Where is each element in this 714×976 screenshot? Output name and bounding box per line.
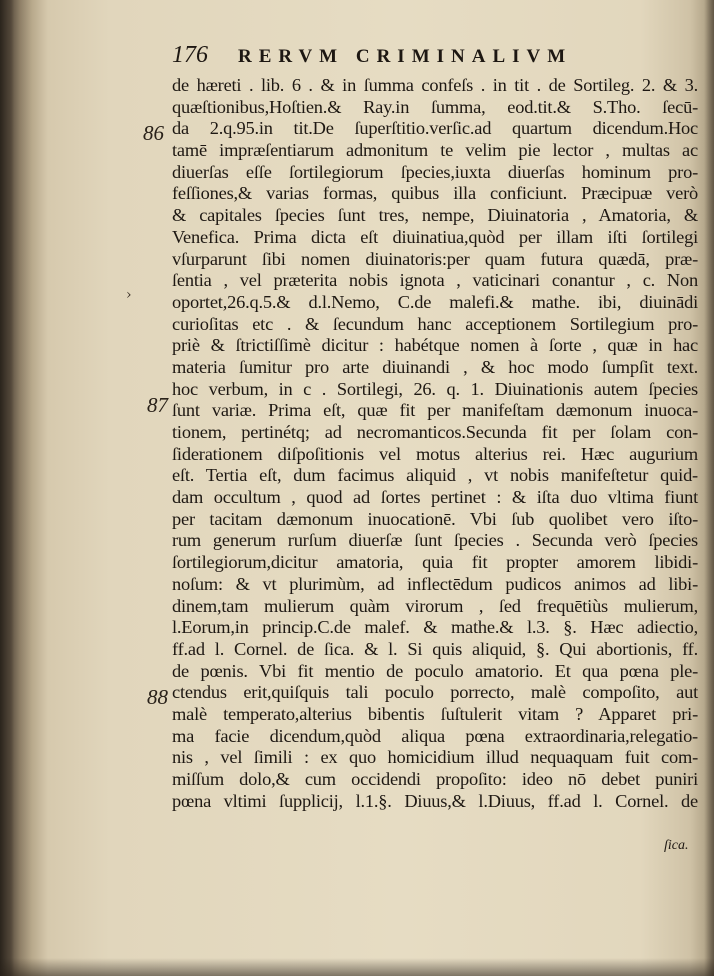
text-line: rum generum rurſum diuerſæ ſunt ſpecies . Secunda verò ſpecies (172, 530, 698, 551)
text-line: materia ſumitur pro arte diuinandi , & hoc modo ſumpſit text. (172, 356, 698, 377)
text-line: da 2.q.95.in tit.De ſuperſtitio.verſic.ad quartum dicendum.Hoc (172, 118, 698, 139)
text-line: dinem,tam mulierum quàm virorum , ſed frequētiùs mulierum, (172, 595, 698, 616)
text-line: eſt. Tertia eſt, dum facimus aliquid , vt nobis manifeſtetur quid- (172, 465, 698, 486)
marginal-number: 88 (147, 685, 168, 709)
text-line: per tacitam dæmonum inuocationē. Vbi ſub quolibet vero iſto- (172, 508, 698, 529)
page-number: 176 (172, 42, 208, 68)
text-line: tamē impræſentiarum admonitum te velim pie lector , multas ac (172, 140, 698, 161)
text-line: priè & ſtrictiſſimè dicitur : habétque nomen à ſorte , quæ in hac (172, 335, 698, 356)
margin-mark: › (126, 287, 132, 303)
text-line: l.Eorum,in princip.C.de malef. & mathe.& l.3. §. Hæc adiectio, (172, 617, 698, 638)
text-line: tionem, pertinétq; ad necromanticos.Secunda fit per ſolam con- (172, 422, 698, 442)
marginal-number: 87 (147, 393, 168, 417)
text-line: miſſum dolo,& cum occidendi propoſito: ideo nō debet puniri (172, 769, 698, 789)
text-line: noſum: & vt plurimùm, ad inflectēdum pudicos animos ad libi- (172, 573, 698, 594)
text-line: ctendus erit,quiſquis tali poculo porrecto, malè compoſito, aut (172, 682, 698, 703)
text-line: hoc verbum, in c . Sortilegi, 26. q. 1. Diuinationis autem ſpecies (172, 378, 698, 399)
body-text (172, 75, 702, 812)
text-line: de hæreti . lib. 6 . & in ſumma confeſs . in tit . de Sortileg. 2. & 3. (172, 75, 698, 95)
text-line: ſiderationem diſpoſitionis vel motus alterius rei. Hæc augurium (172, 443, 698, 464)
text-line: nis , vel ſimili : ex quo homicidium illud nequaquam fuit com- (172, 747, 698, 768)
text-line: ff.ad l. Cornel. de ſica. & l. Si quis aliquid, §. Qui abortionis, ff. (172, 638, 698, 659)
text-line: feſſiones,& varias formas, quibus illa conficiunt. Præcipuæ verò (172, 183, 698, 204)
text-line: ſunt variæ. Prima eſt, quæ fit per manifeſtam dæmonum inuoca- (172, 400, 698, 421)
text-line: diuerſas eſſe ſortilegiorum ſpecies,iuxta diuerſas hominum pro- (172, 161, 698, 182)
text-line: de pœnis. Vbi fit mentio de poculo amatorio. Et qua pœna ple- (172, 660, 698, 681)
text-line: vſurparunt ſibi nomen diuinatoris:per quam futura quædā, præ- (172, 248, 698, 269)
text-line: oportet,26.q.5.& d.l.Nemo, C.de malefi.& mathe. ibi, diuinādi (172, 291, 698, 312)
text-line: pœna vltimi ſupplicij, l.1.§. Diuus,& l.Diuus, ff.ad l. Cornel. de (172, 790, 698, 811)
page-bottom-shadow (0, 958, 714, 976)
text-line: & capitales ſpecies ſunt tres, nempe, Diuinatoria , Amatoria, & (172, 205, 698, 226)
text-line: Venefica. Prima dicta eſt diuinatiua,quòd per illam iſti ſortilegi (172, 226, 698, 247)
text-line: quæſtionibus,Hoſtien.& Ray.in ſumma, eod.tit.& S.Tho. ſecū- (172, 96, 698, 117)
running-title: RERVM CRIMINALIVM (238, 46, 573, 67)
text-line: malè temperato,alterius bibentis ſuſtulerit vitam ? Apparet pri- (172, 703, 698, 724)
marginal-number: 86 (143, 121, 164, 145)
binding-edge (0, 0, 14, 976)
text-line: ſortilegiorum,dicitur amatoria, quia fit propter amorem libidi- (172, 552, 698, 573)
page-fold-shadow (704, 0, 714, 976)
text-line: ma facie dicendum,quòd aliqua pœna extraordinaria,relegatio- (172, 725, 698, 746)
page-header (172, 42, 672, 72)
text-line: dam occultum , quod ad ſortes pertinet : & iſta duo vltima fiunt (172, 487, 698, 508)
text-line: curioſitas etc . & ſecundum hanc acceptionem Sortilegium pro- (172, 313, 698, 334)
catchword: ſica. (664, 838, 689, 853)
text-line: ſentia , vel præterita nobis ignota , vaticinari conantur , c. Non (172, 270, 698, 291)
